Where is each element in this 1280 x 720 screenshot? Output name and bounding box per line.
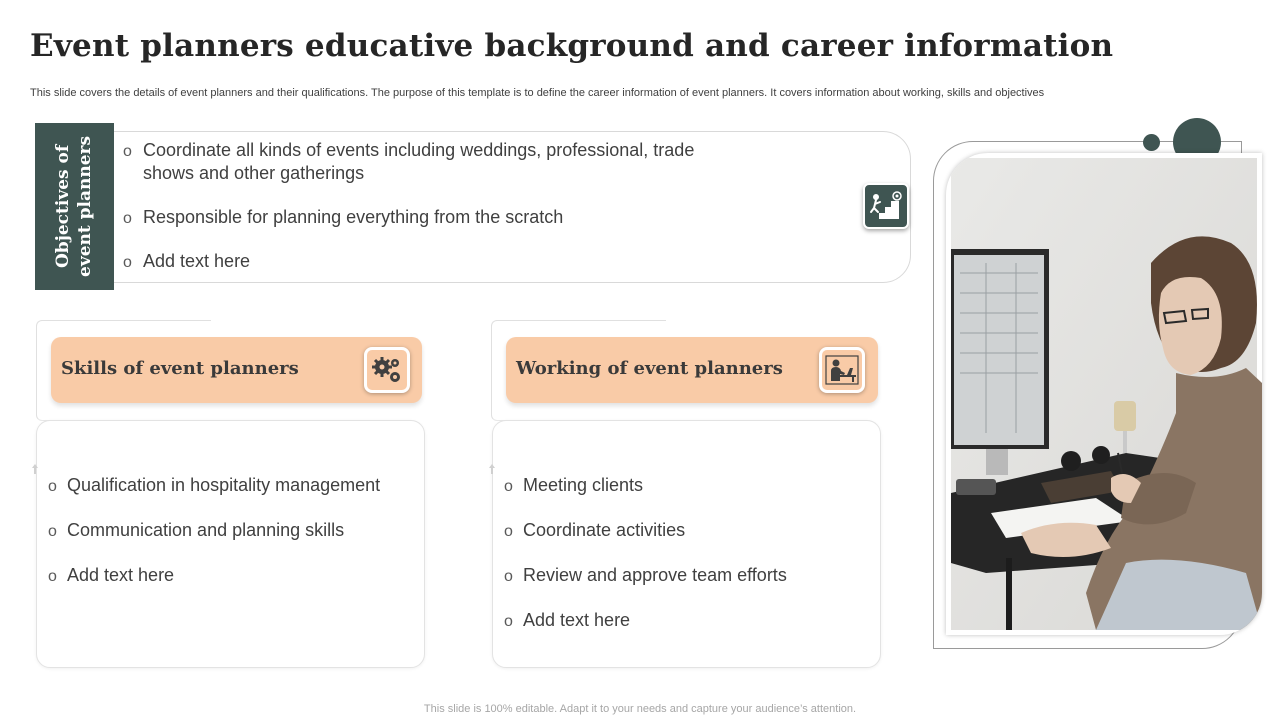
working-heading: Working of event planners [516, 358, 783, 379]
woman-writing-at-computer-photo [946, 153, 1262, 635]
objectives-heading: Objectives of event planners [52, 135, 95, 278]
bullet-icon: o [504, 523, 513, 540]
working-list [504, 474, 787, 654]
bullet-icon: o [123, 210, 132, 227]
skills-heading-pill [51, 337, 422, 403]
bullet-icon: o [504, 478, 513, 495]
bullet-icon: o [48, 478, 57, 495]
slide-title: Event planners educative background and career information [30, 28, 1114, 64]
list-item: o Responsible for planning everything from the scratch [123, 206, 743, 229]
arrow-up-icon [32, 464, 38, 474]
decor-dot-small [1143, 134, 1160, 151]
list-item: o Add text here [48, 564, 380, 587]
list-item: o Qualification in hospitality management [48, 474, 380, 497]
list-item: o Meeting clients [504, 474, 787, 497]
list-item: o Add text here [123, 250, 743, 273]
bullet-icon: o [504, 613, 513, 630]
slide-subtitle: This slide covers the details of event planners and their qualifications. The purpose of this template is to define the career information of event planners. It covers information about working, skills and objectives [30, 87, 1045, 99]
bullet-icon: o [504, 568, 513, 585]
list-item: o Coordinate all kinds of events including weddings, professional, trade shows and other gatherings [123, 140, 695, 183]
bullet-icon: o [123, 254, 132, 271]
stairs-climb-target-icon [863, 183, 909, 229]
slide-footer: This slide is 100% editable. Adapt it to your needs and capture your audience’s attention. [423, 703, 857, 715]
gears-head-icon [364, 347, 410, 393]
list-item: o Add text here [504, 609, 787, 632]
person-at-desk-icon [819, 347, 865, 393]
list-item: o Coordinate activities [504, 519, 787, 542]
bullet-icon: o [48, 523, 57, 540]
objectives-list [123, 139, 743, 294]
objectives-heading-band [35, 123, 114, 290]
skills-list [48, 474, 380, 609]
working-heading-pill [506, 337, 878, 403]
arrow-up-icon [489, 464, 495, 474]
skills-heading: Skills of event planners [61, 358, 299, 379]
list-item: o Review and approve team efforts [504, 564, 787, 587]
bullet-icon: o [123, 143, 132, 160]
bullet-icon: o [48, 568, 57, 585]
list-item: o Communication and planning skills [48, 519, 380, 542]
